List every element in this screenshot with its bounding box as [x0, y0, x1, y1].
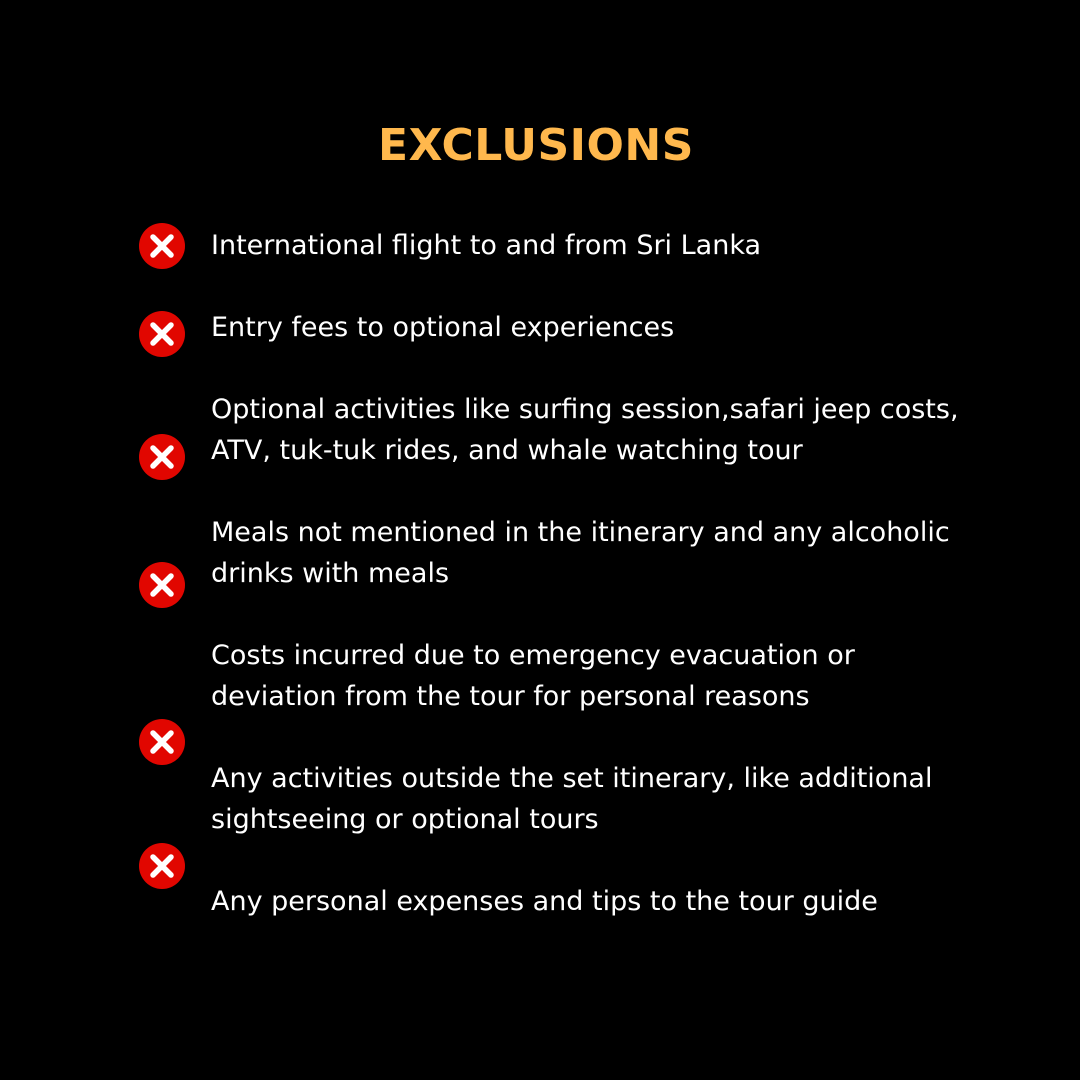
close-circle-icon: [139, 843, 185, 889]
close-circle-icon: [139, 311, 185, 357]
exclusion-line: drinks with meals: [211, 558, 450, 589]
exclusion-item: [211, 635, 1011, 717]
exclusion-item: [211, 758, 1011, 840]
exclusion-line: Optional activities like surfing session,safari jeep costs,: [211, 394, 959, 425]
exclusion-item: [211, 512, 1011, 594]
exclusion-line: International flight to and from Sri Lanka: [211, 230, 762, 261]
close-circle-icon: [139, 719, 185, 765]
exclusion-line: deviation from the tour for personal reasons: [211, 681, 810, 712]
exclusion-line: sightseeing or optional tours: [211, 804, 599, 835]
exclusion-line: Any personal expenses and tips to the tour guide: [211, 886, 878, 917]
exclusions-title: EXCLUSIONS: [378, 120, 694, 171]
exclusion-item: [211, 389, 1011, 471]
exclusion-line: Meals not mentioned in the itinerary and any alcoholic: [211, 517, 950, 548]
exclusion-line: Costs incurred due to emergency evacuation or: [211, 640, 855, 671]
close-circle-icon: [139, 434, 185, 480]
exclusion-item: [211, 225, 1011, 266]
exclusion-item: [211, 307, 1011, 348]
exclusion-line: Any activities outside the set itinerary, like additional: [211, 763, 933, 794]
close-circle-icon: [139, 223, 185, 269]
close-circle-icon: [139, 562, 185, 608]
exclusion-item: [211, 881, 1011, 922]
exclusion-line: Entry fees to optional experiences: [211, 312, 675, 343]
exclusion-line: ATV, tuk-tuk rides, and whale watching tour: [211, 435, 803, 466]
